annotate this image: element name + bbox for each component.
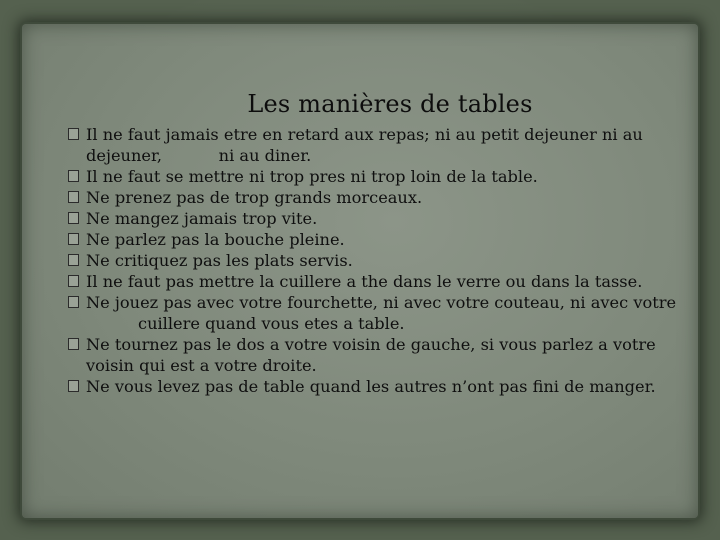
- checkbox-square-icon: [68, 275, 79, 287]
- list-item: [68, 124, 708, 166]
- list-item-text-continued: dejeuner, ni au diner.: [86, 146, 312, 165]
- list-item-text: Ne jouez pas avec votre fourchette, ni avec votre couteau, ni avec votre: [86, 293, 677, 312]
- checkbox-square-icon: [68, 212, 79, 224]
- rules-list: [68, 124, 708, 397]
- checkbox-square-icon: [68, 254, 79, 266]
- checkbox-square-icon: [68, 128, 79, 140]
- list-item: [68, 376, 708, 397]
- list-item-text-continued: voisin qui est a votre droite.: [86, 356, 317, 375]
- list-item-text: Ne prenez pas de trop grands morceaux.: [86, 188, 423, 207]
- checkbox-square-icon: [68, 380, 79, 392]
- list-item-text: Il ne faut pas mettre la cuillere a the dans le verre ou dans la tasse.: [86, 272, 643, 291]
- list-item-text: Ne critiquez pas les plats servis.: [86, 251, 353, 270]
- list-item: [68, 187, 708, 208]
- list-item: [68, 334, 708, 376]
- checkbox-square-icon: [68, 338, 79, 350]
- checkbox-square-icon: [68, 191, 79, 203]
- slide-title: Les manières de tables: [247, 90, 533, 118]
- checkbox-square-icon: [68, 296, 79, 308]
- list-item-text: Ne parlez pas la bouche pleine.: [86, 230, 345, 249]
- list-item-text-continued: cuillere quand vous etes a table.: [138, 314, 405, 333]
- checkbox-square-icon: [68, 170, 79, 182]
- list-item: [68, 229, 708, 250]
- list-item: [68, 271, 708, 292]
- content-panel: [22, 24, 698, 518]
- list-item-text: Il ne faut se mettre ni trop pres ni trop loin de la table.: [86, 167, 538, 186]
- list-item-text: Ne tournez pas le dos a votre voisin de gauche, si vous parlez a votre: [86, 335, 656, 354]
- list-item: [68, 292, 708, 334]
- checkbox-square-icon: [68, 233, 79, 245]
- list-item-text: Ne mangez jamais trop vite.: [86, 209, 318, 228]
- list-item-text: Il ne faut jamais etre en retard aux repas; ni au petit dejeuner ni au: [86, 125, 643, 144]
- list-item-text: Ne vous levez pas de table quand les autres n’ont pas fini de manger.: [86, 377, 656, 396]
- list-item: [68, 250, 708, 271]
- list-item: [68, 208, 708, 229]
- list-item: [68, 166, 708, 187]
